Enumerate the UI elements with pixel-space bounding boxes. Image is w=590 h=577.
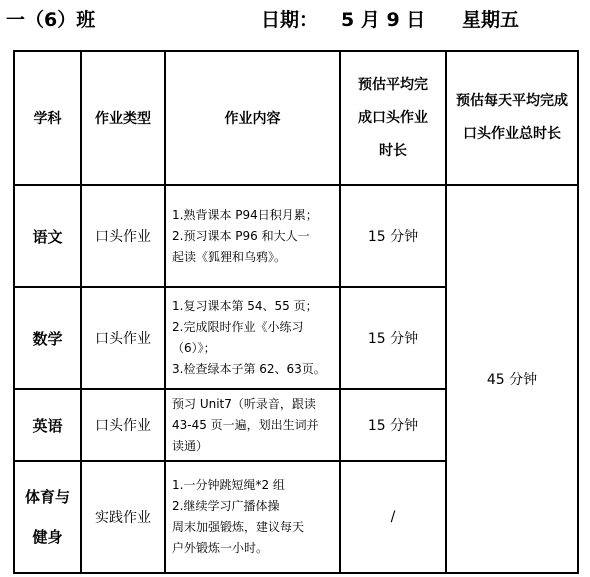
class-label: 一（6）班 — [6, 9, 96, 31]
header-total-line: 口头作业总时长 — [463, 126, 561, 142]
header-total-line: 预估每天平均完成 — [456, 93, 568, 109]
date-label: 日期： — [261, 9, 319, 31]
content-line: 起读《狐狸和乌鸦》。 — [172, 249, 287, 264]
date-value: 5 月 9 日 — [341, 9, 426, 31]
type-cell: 口头作业 — [81, 389, 165, 461]
content-line: 43-45 页一遍，划出生词并 — [172, 417, 319, 432]
content-line: 1.熟背课本 P94日积月累； — [172, 207, 318, 222]
header-est-line: 成口头作业 — [358, 109, 428, 126]
header-content: 作业内容 — [165, 51, 340, 185]
type-cell: 口头作业 — [81, 287, 165, 389]
subject-cell: 数学 — [14, 287, 81, 389]
content-cell — [165, 287, 340, 389]
content-line: 预习 Unit7（听录音，跟读 — [172, 396, 316, 411]
header-est-line: 预估平均完 — [358, 76, 428, 93]
header-type: 作业类型 — [81, 51, 165, 185]
header-total-time — [446, 51, 578, 185]
content-cell — [165, 461, 340, 573]
type-cell: 口头作业 — [81, 185, 165, 287]
weekday: 星期五 — [462, 9, 520, 31]
estimated-time-cell: / — [340, 461, 446, 573]
subject-cell — [14, 461, 81, 573]
page-header — [6, 6, 586, 34]
estimated-time-cell: 15 分钟 — [340, 389, 446, 461]
table-row-chinese — [14, 185, 578, 287]
table-header-row — [14, 51, 578, 185]
header-est-line: 时长 — [379, 142, 407, 159]
content-line: 2.继续学习广播体操 — [172, 499, 280, 513]
content-line: 3.检查绿本子第 62、63页。 — [172, 362, 326, 376]
content-line: 2.完成限时作业《小练习 — [172, 320, 304, 334]
content-line: 户外锻炼一小时。 — [172, 541, 269, 555]
content-line: 1.复习课本第 54、55 页； — [172, 299, 318, 313]
type-cell: 实践作业 — [81, 461, 165, 573]
content-line: 周末加强锻炼，建议每天 — [172, 520, 305, 534]
subject-line: 健身 — [32, 528, 63, 546]
content-line: 2.预习课本 P96 和大人一 — [172, 228, 310, 243]
header-subject: 学科 — [14, 51, 81, 185]
subject-cell: 语文 — [14, 185, 81, 287]
estimated-time-cell: 15 分钟 — [340, 287, 446, 389]
content-cell — [165, 389, 340, 461]
homework-table — [13, 50, 579, 574]
total-time-cell: 45 分钟 — [446, 185, 578, 573]
subject-line: 体育与 — [24, 488, 70, 506]
content-line: 读通） — [172, 438, 209, 453]
estimated-time-cell: 15 分钟 — [340, 185, 446, 287]
content-cell — [165, 185, 340, 287]
content-line: （6）》； — [172, 341, 216, 355]
subject-cell: 英语 — [14, 389, 81, 461]
content-line: 1.一分钟跳短绳*2 组 — [172, 478, 285, 492]
header-estimated-time — [340, 51, 446, 185]
